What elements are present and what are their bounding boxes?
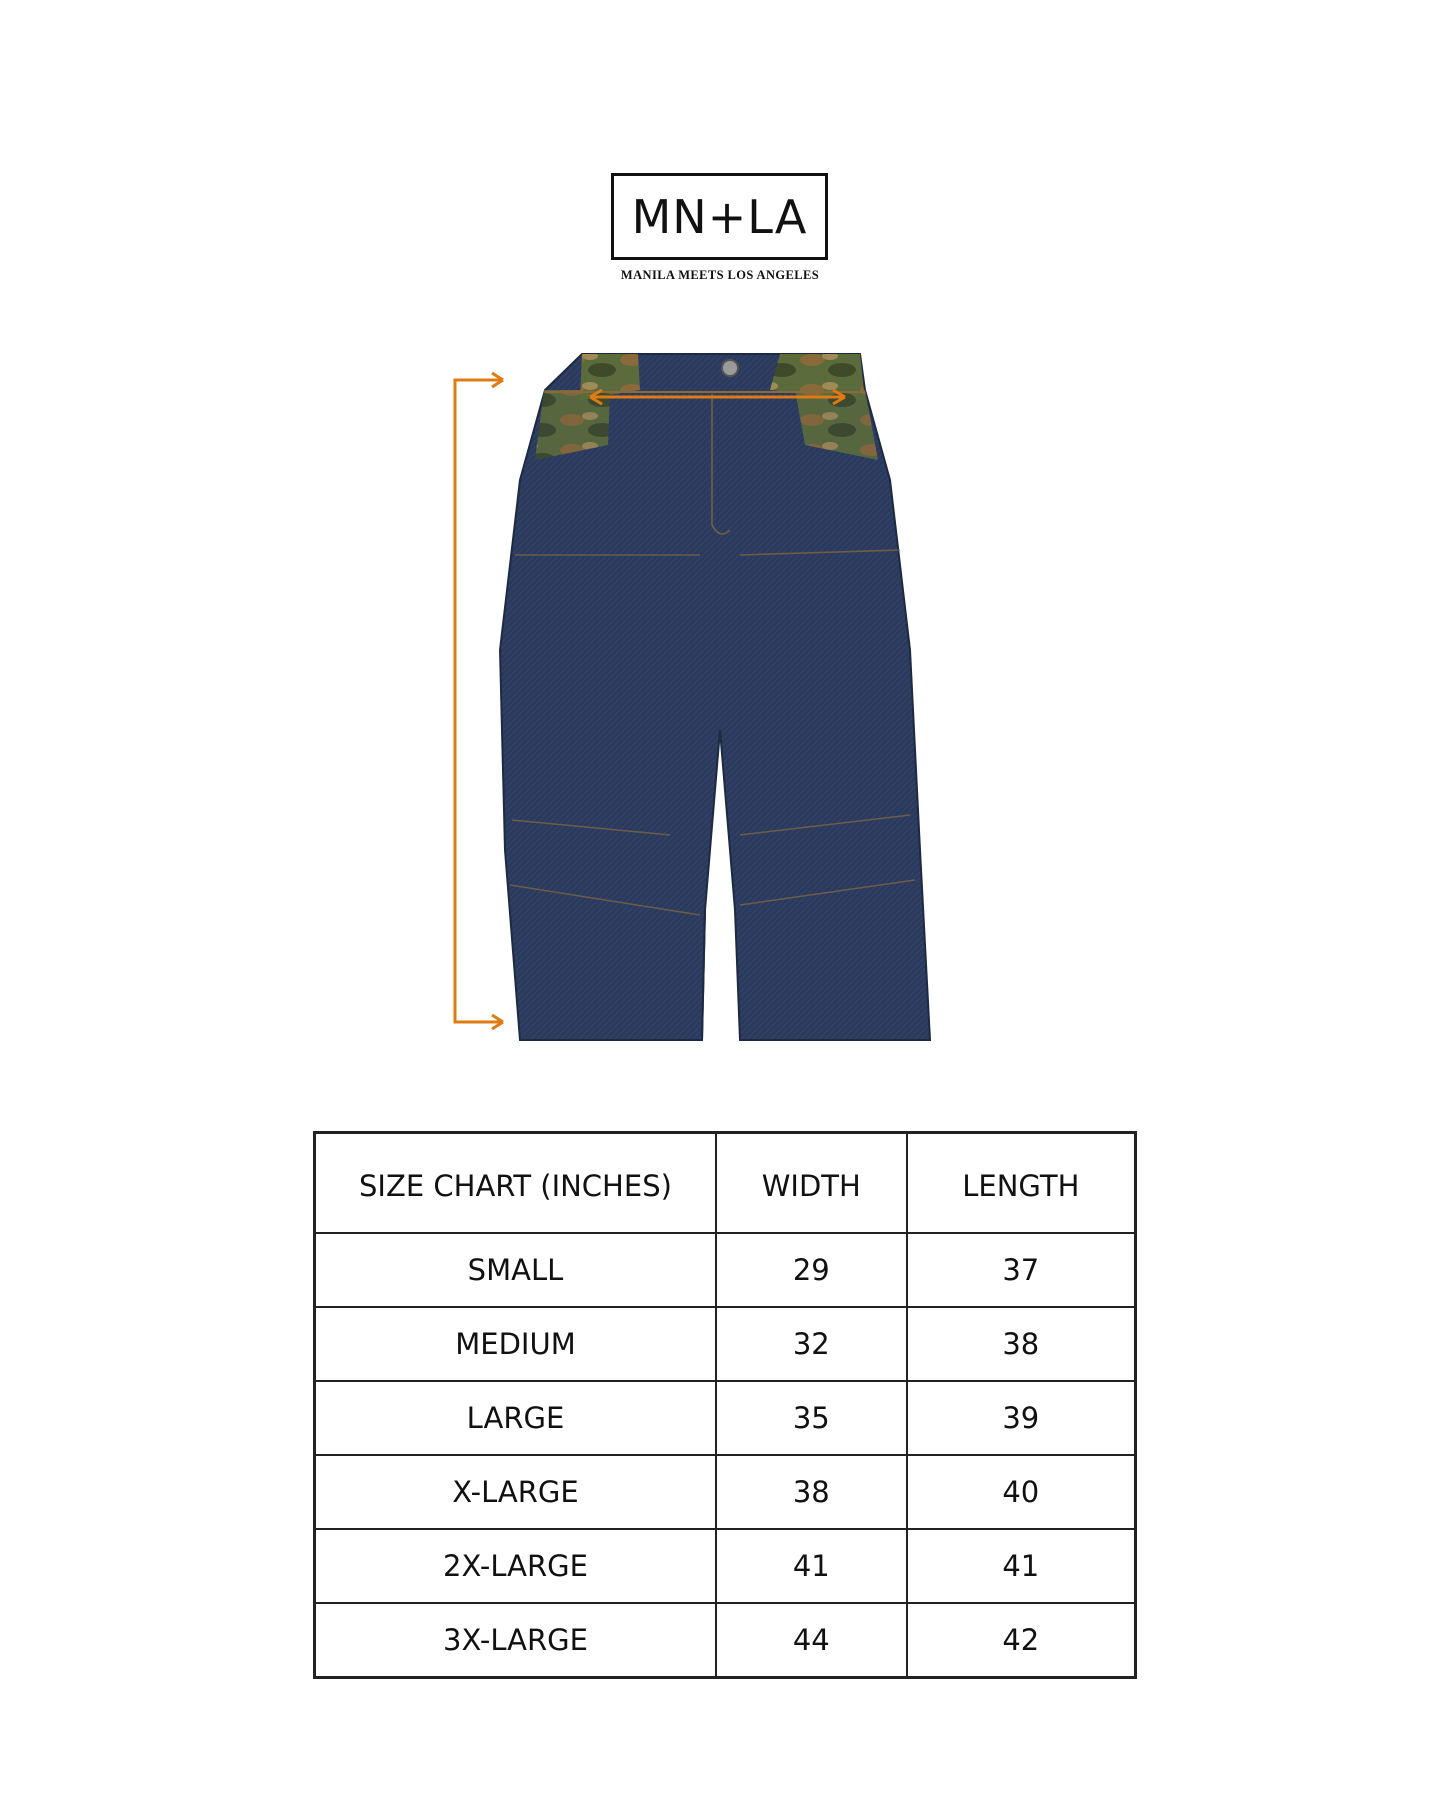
logo-text: MN+LA: [631, 189, 808, 244]
length-cell: 39: [907, 1381, 1136, 1455]
jeans-figure: [440, 350, 1000, 1060]
jeans-illustration: [440, 350, 1000, 1060]
length-cell: 37: [907, 1233, 1136, 1307]
brand-tagline: MANILA MEETS LOS ANGELES: [620, 268, 820, 282]
table-row: [315, 1307, 1136, 1381]
table-row: [315, 1529, 1136, 1603]
size-cell: SMALL: [315, 1233, 716, 1307]
button-icon: [722, 360, 738, 376]
length-cell: 38: [907, 1307, 1136, 1381]
size-cell: LARGE: [315, 1381, 716, 1455]
size-chart-header-row: [315, 1133, 1136, 1234]
header-size: SIZE CHART (INCHES): [315, 1133, 716, 1234]
width-cell: 32: [716, 1307, 907, 1381]
table-row: [315, 1233, 1136, 1307]
width-cell: 29: [716, 1233, 907, 1307]
width-cell: 35: [716, 1381, 907, 1455]
size-cell: 3X-LARGE: [315, 1603, 716, 1678]
table-row: [315, 1381, 1136, 1455]
width-cell: 38: [716, 1455, 907, 1529]
header-width: WIDTH: [716, 1133, 907, 1234]
width-cell: 41: [716, 1529, 907, 1603]
length-cell: 40: [907, 1455, 1136, 1529]
length-cell: 42: [907, 1603, 1136, 1678]
header-length: LENGTH: [907, 1133, 1136, 1234]
size-chart-table: [313, 1131, 1137, 1679]
width-cell: 44: [716, 1603, 907, 1678]
length-measure-arrow: [455, 373, 503, 1029]
table-row: [315, 1603, 1136, 1678]
size-cell: MEDIUM: [315, 1307, 716, 1381]
brand-logo: [611, 173, 828, 260]
size-cell: X-LARGE: [315, 1455, 716, 1529]
length-cell: 41: [907, 1529, 1136, 1603]
table-row: [315, 1455, 1136, 1529]
size-cell: 2X-LARGE: [315, 1529, 716, 1603]
